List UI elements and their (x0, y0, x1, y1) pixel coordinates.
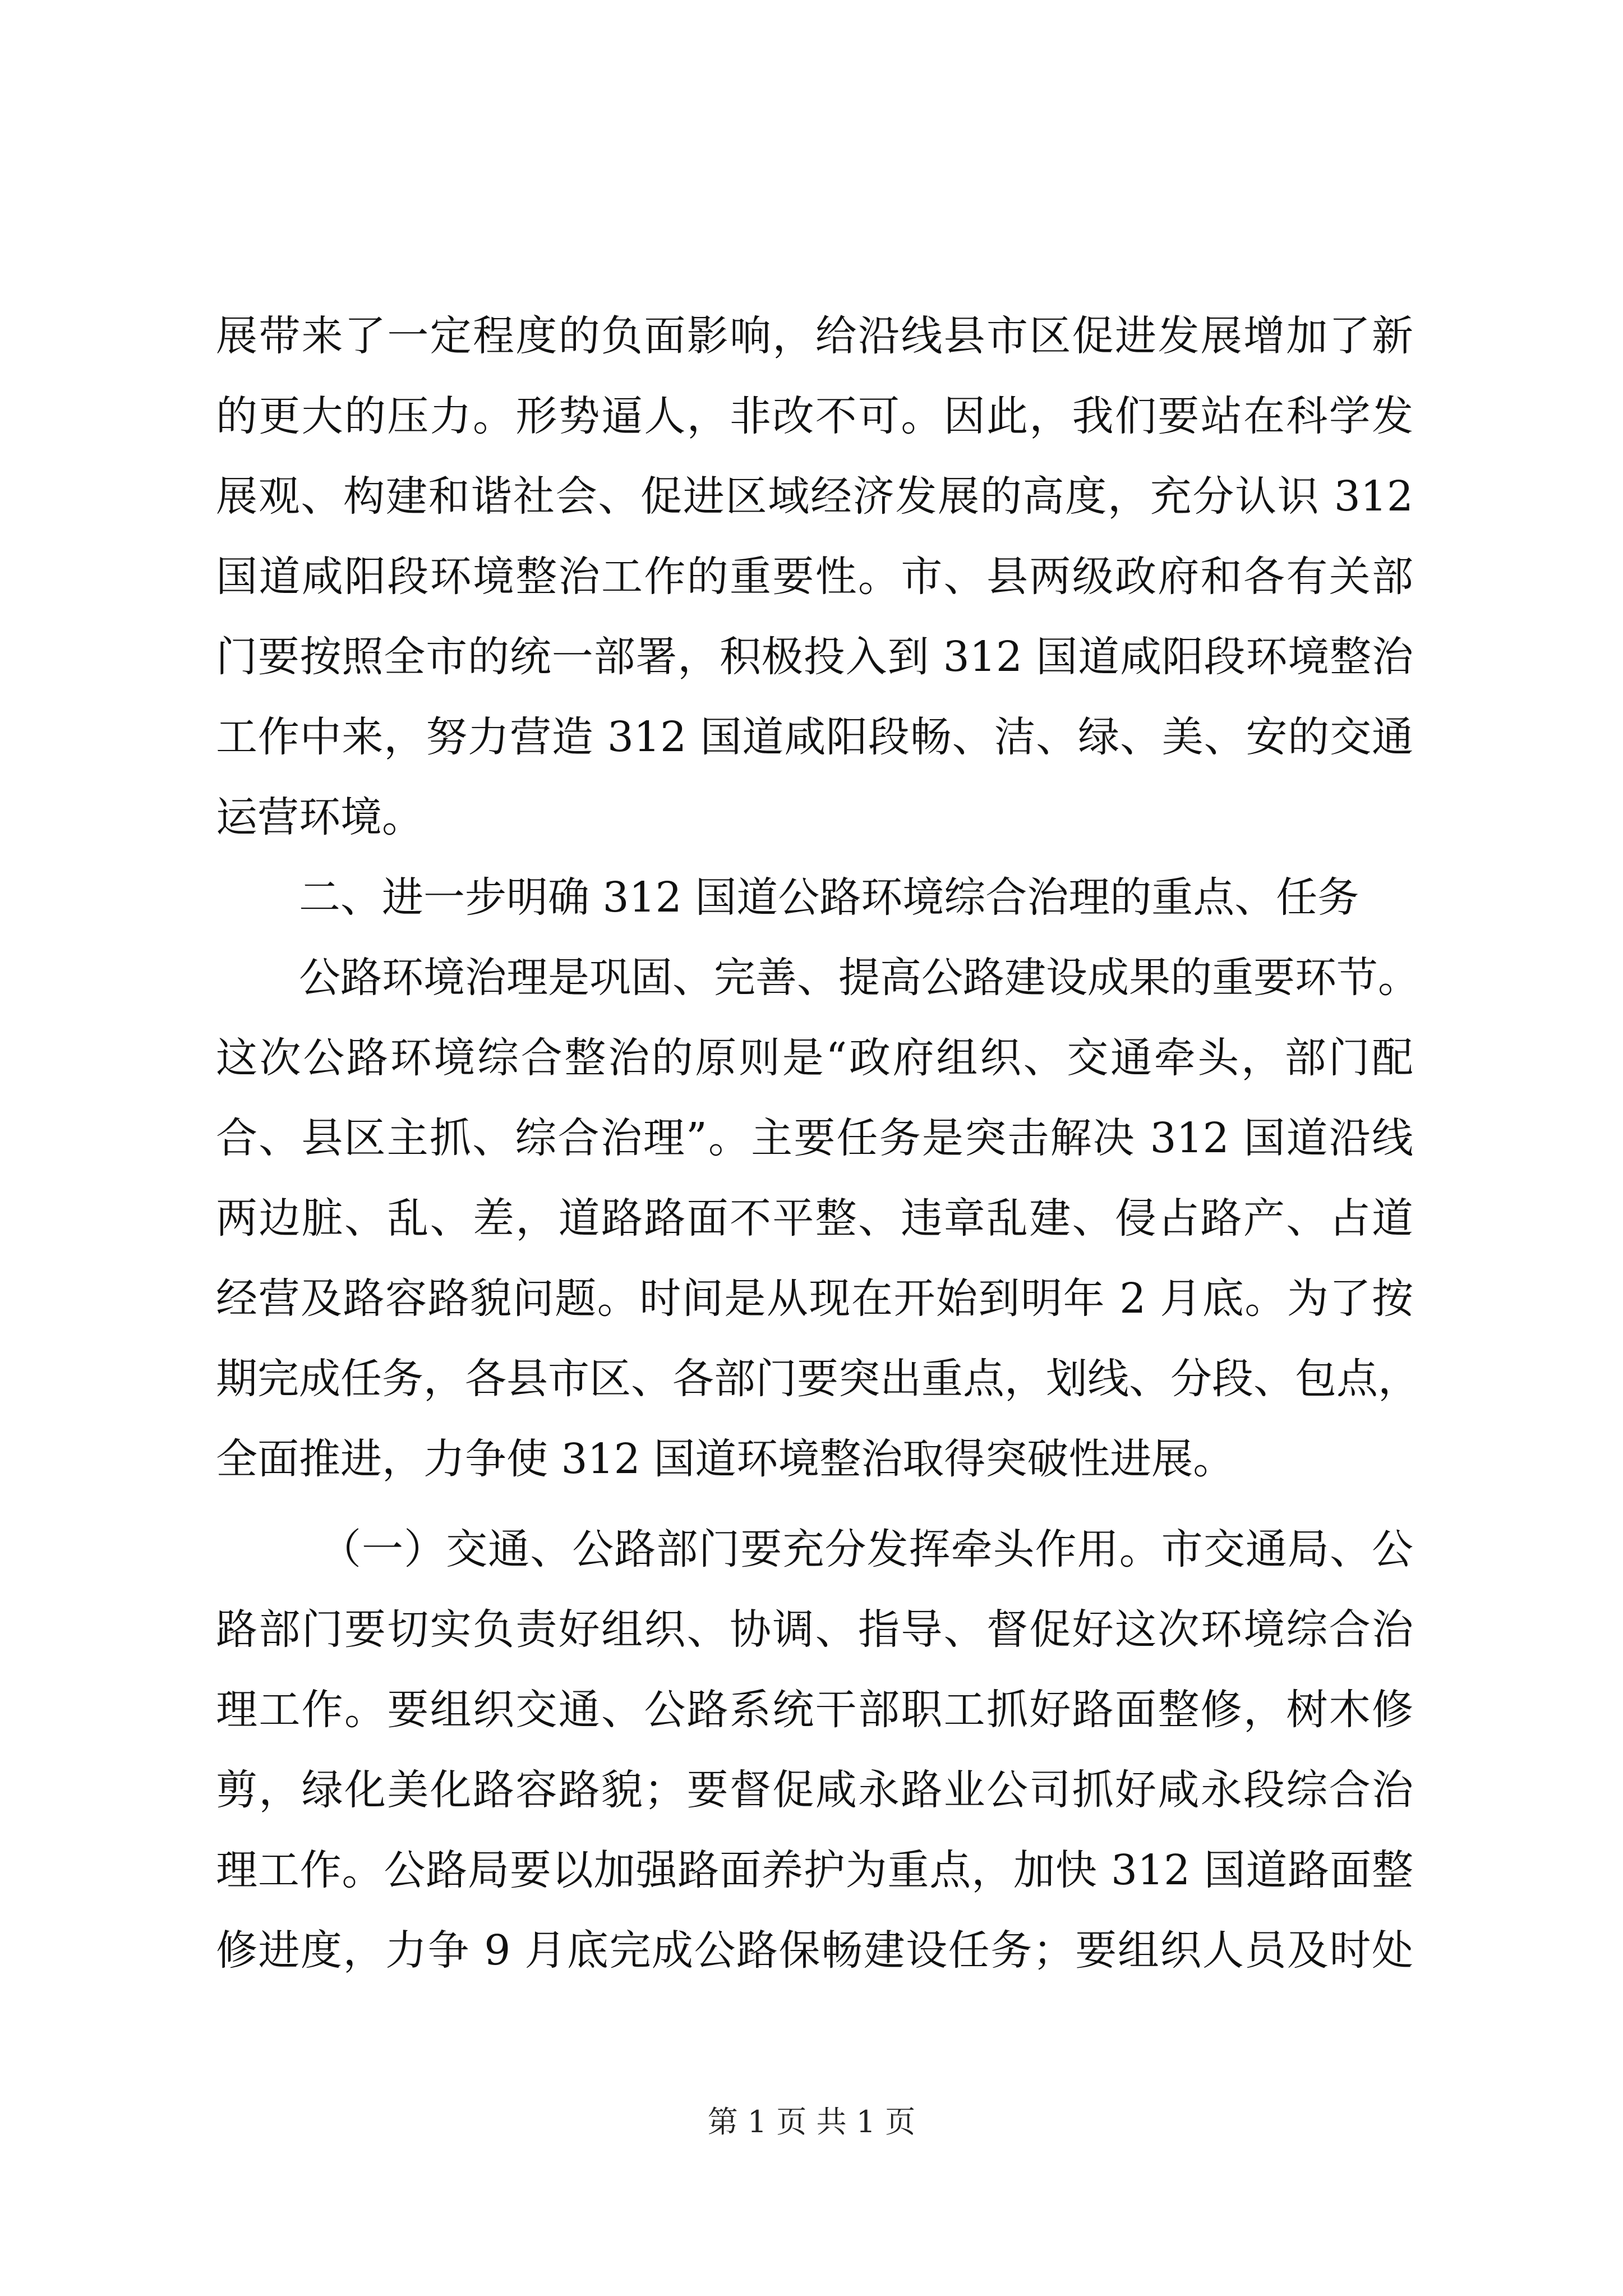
heading-line: 二、进一步明确 312 国道公路环境综合治理的重点、任务 (299, 873, 1359, 922)
text-line: 理工作。公路局要以加强路面养护为重点，加快 312 国道路面整 (216, 1846, 1413, 1894)
text-line: 修进度，力争 9 月底完成公路保畅建设任务；要组织人员及时处 (216, 1926, 1413, 1975)
text-line: 剪，绿化美化路容路貌；要督促咸永路业公司抓好咸永段综合治 (216, 1766, 1413, 1814)
paragraph-1 (216, 296, 1413, 858)
section-heading (216, 858, 1413, 938)
page-footer: 第 1 页 共 1 页 (707, 2104, 916, 2139)
text-line: 路部门要切实负责好组织、协调、指导、督促好这次环境综合治 (216, 1605, 1413, 1654)
text-line: 经营及路容路貌问题。时间是从现在开始到明年 2 月底。为了按 (216, 1274, 1413, 1323)
text-line: 这次公路环境综合整治的原则是“政府组织、交通牵头，部门配 (216, 1034, 1413, 1082)
text-line: 展带来了一定程度的负面影响，给沿线县市区促进发展增加了新 (216, 312, 1413, 360)
text-line: 展观、构建和谐社会、促进区域经济发展的高度，充分认识 312 (216, 472, 1413, 521)
document-body (216, 296, 1419, 1991)
text-line: 理工作。要组织交通、公路系统干部职工抓好路面整修，树木修 (216, 1686, 1413, 1734)
text-line: 期完成任务，各县市区、各部门要突出重点，划线、分段、包点， (216, 1355, 1419, 1403)
text-line: 的更大的压力。形势逼人，非改不可。因此，我们要站在科学发 (216, 392, 1413, 440)
text-line: 门要按照全市的统一部署，积极投入到 312 国道咸阳段环境整治 (216, 633, 1413, 681)
text-line: 公路环境治理是巩固、完善、提高公路建设成果的重要环节。 (299, 954, 1419, 1002)
paragraph-2 (216, 938, 1419, 1499)
text-line: 工作中来，努力营造 312 国道咸阳段畅、洁、绿、美、安的交通 (216, 713, 1413, 761)
text-line: （一）交通、公路部门要充分发挥牵头作用。市交通局、公 (320, 1525, 1413, 1573)
text-line: 运营环境。 (216, 793, 423, 841)
text-line: 国道咸阳段环境整治工作的重要性。市、县两级政府和各有关部 (216, 553, 1413, 601)
text-line: 合、县区主抓、综合治理”。主要任务是突击解决 312 国道沿线 (216, 1114, 1413, 1162)
paragraph-3 (216, 1510, 1413, 1991)
text-line: 全面推进，力争使 312 国道环境整治取得突破性进展。 (216, 1435, 1235, 1483)
text-line: 两边脏、乱、差，道路路面不平整、违章乱建、侵占路产、占道 (216, 1194, 1413, 1243)
